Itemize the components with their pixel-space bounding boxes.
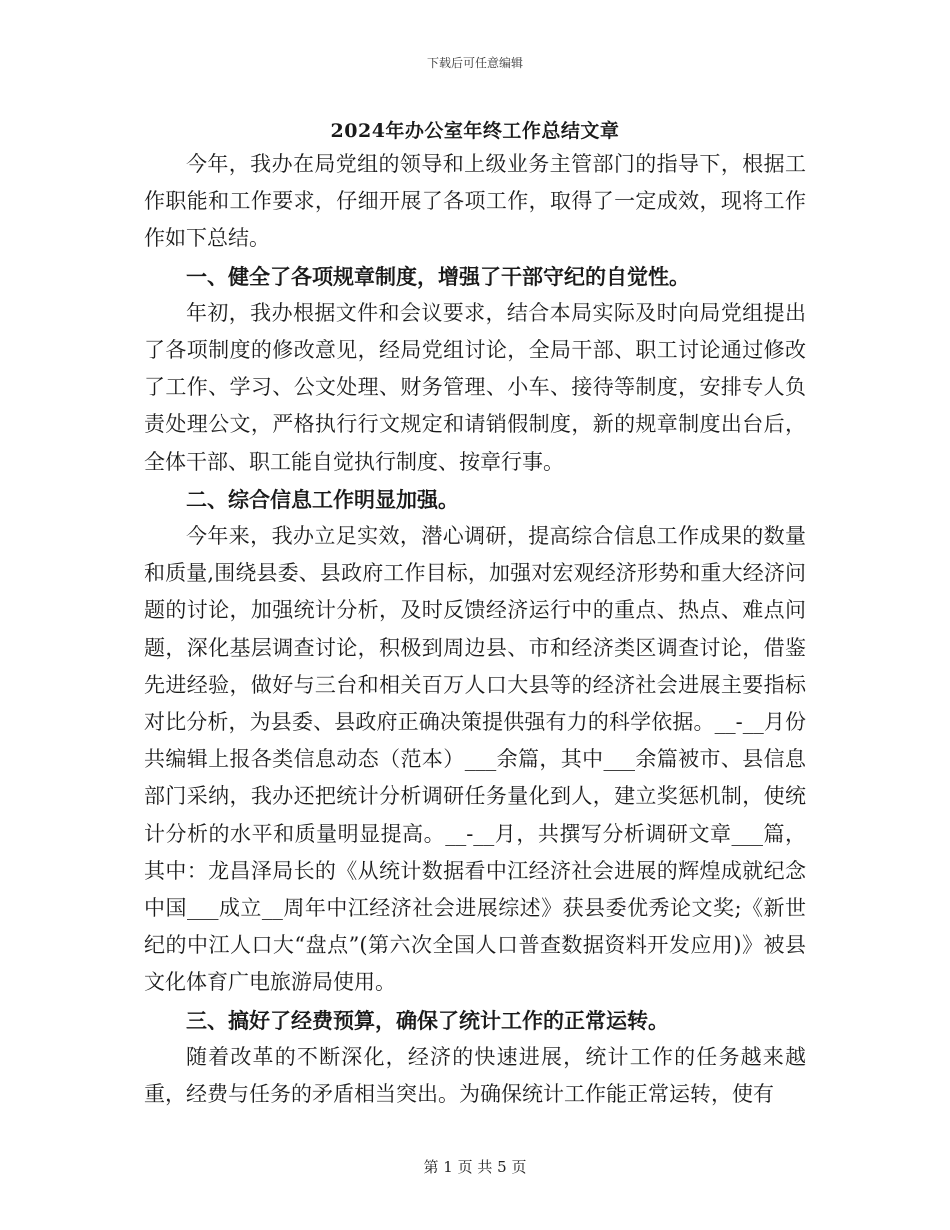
document-title: 2024年办公室年终工作总结文章: [330, 120, 620, 142]
header-note: 下载后可任意编辑: [426, 56, 523, 70]
paragraph-intro: 今年，我办在局党组的领导和上级业务主管部门的指导下，根据工作职能和工作要求，仔细开展了各项工作，取得了一定成效，现将工作作如下总结。: [144, 152, 806, 251]
paragraph-section-2: 今年来，我办立足实效，潜心调研，提高综合信息工作成果的数量和质量,围绕县委、县政府工作目标，加强对宏观经济形势和重大经济问题的讨论，加强统计分析，及时反馈经济运行中的重点、热点、难点问题，深化基层调查讨论，积极到周边县、市和经济类区调查讨论，借鉴先进经验，做好与三台和相关百万人口大县等的经济社会进展主要指标对比分析，为县委、县政府正确决策提供强有力的科学依据。__-__月份共编辑上报各类信息动态（范本）___余篇，其中___余篇被市、县信息部门采纳，我办还把统计分析调研任务量化到人，建立奖惩机制，使统计分析的水平和质量明显提高。__-__月，共撰写分析调研文章___篇，其中：龙昌泽局长的《从统计数据看中江经济社会进展的辉煌成就纪念中国___成立__周年中江经济社会进展综述》获县委优秀论文奖;《新世纪的中江人口大“盘点”(第六次全国人口普查数据资料开发应用)》被县文化体育广电旅游局使用。: [144, 524, 806, 995]
section-heading-1: 一、健全了各项规章制度，增强了干部守纪的自觉性。: [186, 263, 690, 289]
document-body: [144, 146, 806, 1113]
paragraph-section-1: 年初，我办根据文件和会议要求，结合本局实际及时向局党组提出了各项制度的修改意见，经局党组讨论，全局干部、职工讨论通过修改了工作、学习、公文处理、财务管理、小车、接待等制度，安排专人负责处理公文，严格执行行文规定和请销假制度，新的规章制度出台后，全体干部、职工能自觉执行制度、按章行事。: [144, 300, 806, 474]
section-heading-2: 二、综合信息工作明显加强。: [186, 486, 459, 512]
section-heading-3: 三、搞好了经费预算，确保了统计工作的正常运转。: [186, 1007, 669, 1033]
page-number: 第 1 页 共 5 页: [423, 1158, 527, 1176]
paragraph-section-3: 随着改革的不断深化，经济的快速进展，统计工作的任务越来越重，经费与任务的矛盾相当突出。为确保统计工作能正常运转，使有: [144, 1044, 806, 1107]
